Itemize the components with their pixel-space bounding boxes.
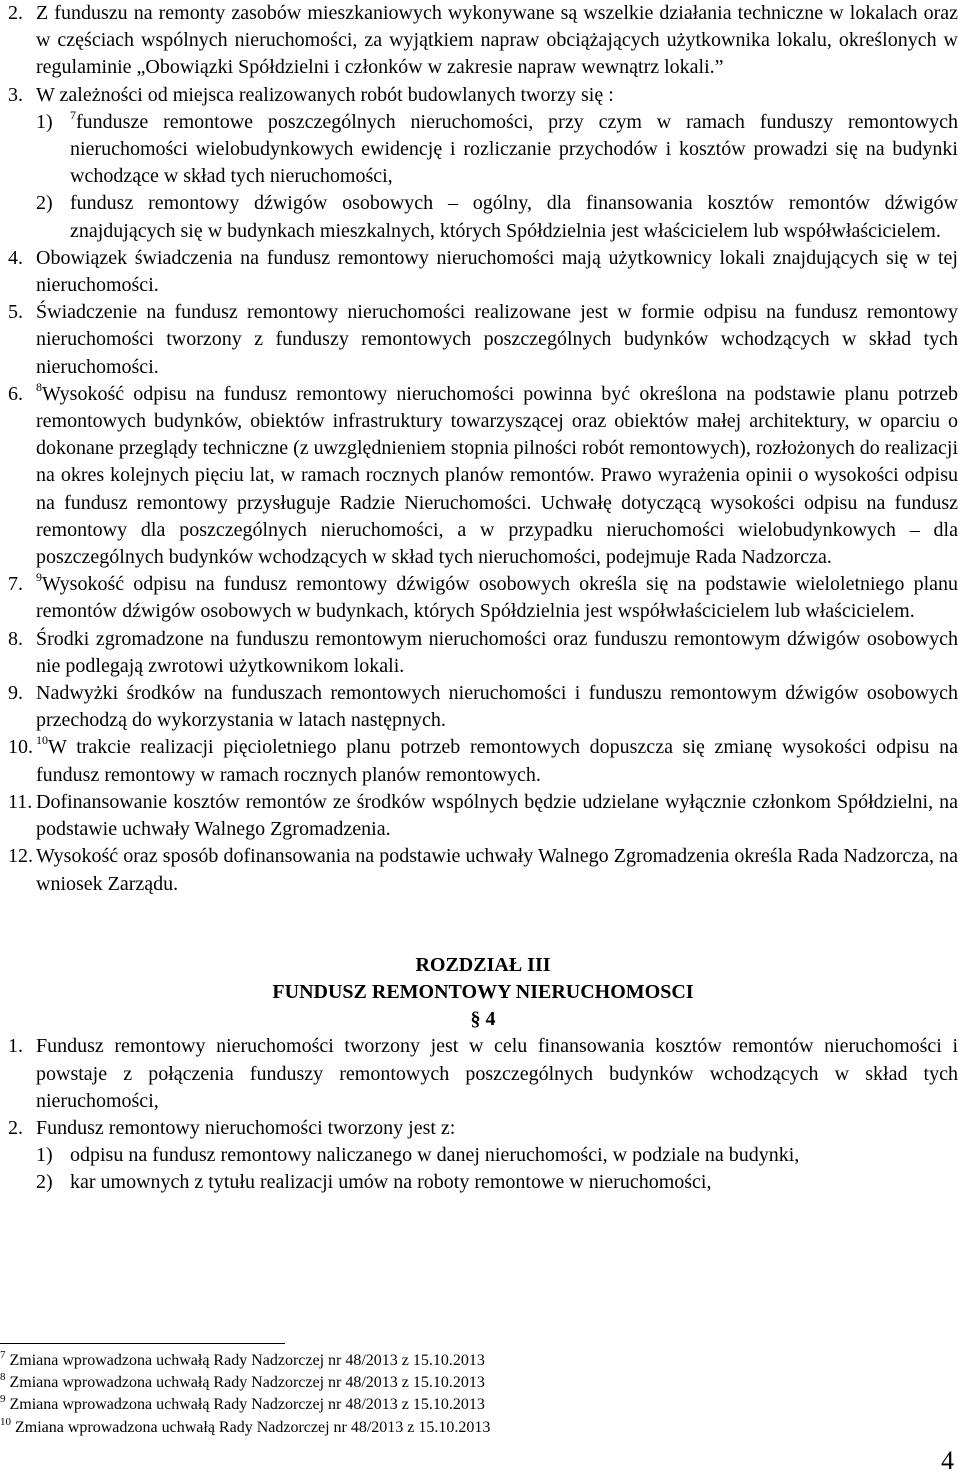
footnote-9 (0, 1394, 490, 1416)
sub-item-number: 1) (36, 110, 53, 133)
item-number: 2. (8, 2, 23, 24)
list-item-9 (8, 680, 958, 734)
sub-item-number: 2) (36, 1171, 53, 1194)
sub-item-number: 1) (36, 1144, 53, 1167)
list-item-10 (8, 734, 958, 788)
footnote-number: 9 (0, 1393, 6, 1406)
footnote-number: 7 (0, 1349, 6, 1361)
item-number: 1. (8, 1035, 23, 1058)
item-text: Środki zgromadzone na funduszu remontowym nieruchomości oraz funduszu remontowym dźwigów osobowych nie podlegają zwrotowi użytkownikom lokali. (36, 627, 958, 677)
sub-item-text: odpisu na fundusz remontowy naliczanego w danej nieruchomości, w podziale na budynki, (70, 1144, 800, 1167)
section-heading: § 4 (470, 1008, 496, 1031)
section4-sub-item-2 (8, 1169, 958, 1196)
item-text: Dofinansowanie kosztów remontów ze środków wspólnych będzie udzielane wyłącznie członkom Spółdzielni, na podstawie uchwały Walnego Zgromadzenia. (36, 790, 958, 841)
item-number: 9. (8, 682, 23, 705)
item-number: 8. (8, 627, 23, 650)
list-item-3 (8, 82, 958, 109)
sub-item-text: fundusz remontowy dźwigów osobowych – ogólny, dla finansowania kosztów remontów dźwigów znajdujących się w budynkach mieszkalnych, których Spółdzielnia jest właścicielem lub współwłaścicielem. (70, 192, 958, 242)
footnote-text: Zmiana wprowadzona uchwałą Rady Nadzorczej nr 48/2013 z 15.10.2013 (15, 1418, 491, 1436)
item-text: W trakcie realizacji pięcioletniego planu potrzeb remontowych dopuszcza się zmianę wysokości odpisu na fundusz remontowy w ramach rocznych planów remontowych. (36, 736, 958, 786)
list-item-6 (8, 381, 958, 571)
footnote-ref: 10 (36, 733, 48, 748)
footnotes (0, 1350, 490, 1439)
chapter-heading: ROZDZIAŁ III (415, 953, 551, 976)
list-item-4 (8, 245, 958, 299)
item-text: Fundusz remontowy nieruchomości tworzony jest z: (36, 1116, 456, 1139)
item-number: 12. (8, 845, 33, 868)
item-text: Wysokość oraz sposób dofinansowania na podstawie uchwały Walnego Zgromadzenia określa Rada Nadzorcza, na wniosek Zarządu. (36, 845, 958, 895)
list-item-12 (8, 843, 958, 897)
item-number: 6. (8, 382, 23, 405)
section4-item-2 (8, 1115, 958, 1142)
page-number: 4 (941, 1446, 954, 1475)
item-text: Wysokość odpisu na fundusz remontowy dźwigów osobowych określa się na podstawie wieloletniego planu remontów dźwigów osobowych w budynkach, których Spółdzielnia jest współwłaścicielem lub właścicielem. (36, 573, 958, 623)
footnote-text: Zmiana wprowadzona uchwałą Rady Nadzorczej nr 48/2013 z 15.10.2013 (9, 1352, 485, 1369)
footnote-8 (0, 1372, 490, 1394)
list-item-11 (8, 789, 958, 843)
item-text: Fundusz remontowy nieruchomości tworzony jest w celu finansowania kosztów remontów nieruchomości i powstaje z połączenia funduszy remontowych poszczególnych budynków wchodzących w skład tych nieruchomości, (36, 1035, 958, 1112)
list-item-7 (8, 571, 958, 625)
spacer (8, 898, 958, 952)
document-body (8, 0, 958, 1197)
footnote-number: 10 (0, 1415, 11, 1428)
item-text: Nadwyżki środków na funduszach remontowych nieruchomości i funduszu remontowym dźwigów osobowych przechodzą do wykorzystania w latach następnych. (36, 682, 958, 732)
section4-item-1 (8, 1033, 958, 1115)
footnote-separator (0, 1343, 285, 1344)
chapter-title: FUNDUSZ REMONTOWY NIERUCHOMOSCI (272, 980, 694, 1003)
item-number: 5. (8, 301, 23, 324)
list-item-2 (8, 0, 958, 82)
footnote-ref: 8 (36, 379, 42, 394)
footnote-number: 8 (0, 1371, 6, 1384)
item-number: 2. (8, 1116, 23, 1139)
item-text: Wysokość odpisu na fundusz remontowy nieruchomości powinna być określona na podstawie planu potrzeb remontowych budynków, obiektów infrastruktury towarzyszącej oraz obiektów małej architektury, w oparciu o dokonane przeglądy techniczne (z uwzględnieniem stopnia pilności robót remontowych), rozłożonych do realizacji na okres kolejnych pięciu lat, w ramach rocznych planów remontów. Prawo wyrażenia opinii o wysokości odpisu na fundusz remontowy przysługuje Radzie Nieruchomości. Uchwałę dotyczącą wysokości odpisu na fundusz remontowy dla poszczególnych nieruchomości, a w przypadku nieruchomości wielobudynkowych – dla poszczególnych budynków wchodzących w skład tych nieruchomości, podejmuje Rada Nadzorcza. (36, 382, 958, 569)
section4-sub-item-1 (8, 1142, 958, 1169)
footnote-text: Zmiana wprowadzona uchwałą Rady Nadzorczej nr 48/2013 z 15.10.2013 (9, 1396, 485, 1414)
item-number: 7. (8, 573, 23, 596)
footnote-10 (0, 1417, 490, 1439)
item-number: 4. (8, 246, 23, 269)
item-number: 3. (8, 83, 23, 106)
footnote-7 (0, 1350, 490, 1372)
footnote-ref: 9 (36, 570, 42, 585)
list-item-8 (8, 626, 958, 680)
sub-item-number: 2) (36, 192, 53, 215)
item-number: 10. (8, 736, 33, 759)
item-text: Obowiązek świadczenia na fundusz remontowy nieruchomości mają użytkownicy lokali znajdujących się w tej nieruchomości. (36, 246, 958, 297)
list-item-5 (8, 299, 958, 381)
sub-item-3-2 (8, 190, 958, 244)
sub-item-text: fundusze remontowe poszczególnych nieruchomości, przy czym w ramach funduszy remontowych nieruchomości wielobudynkowych ewidencję i rozliczanie przychodów i kosztów prowadzi się na budynki wchodzące w skład tych nieruchomości, (70, 110, 958, 188)
footnote-text: Zmiana wprowadzona uchwałą Rady Nadzorczej nr 48/2013 z 15.10.2013 (9, 1374, 485, 1392)
footnote-ref: 7 (70, 107, 76, 122)
item-number: 11. (8, 790, 33, 813)
item-text: W zależności od miejsca realizowanych robót budowlanych tworzy się : (36, 83, 614, 106)
item-text: Świadczenie na fundusz remontowy nieruchomości realizowane jest w formie odpisu na fundusz remontowy nieruchomości tworzony z funduszy remontowych poszczególnych budynków wchodzących w skład tych nieruchomości. (36, 301, 958, 378)
sub-item-3-1 (8, 109, 958, 191)
item-text: Z funduszu na remonty zasobów mieszkaniowych wykonywane są wszelkie działania techniczne w lokalach oraz w częściach wspólnych nieruchomości, za wyjątkiem napraw obciążających użytkownika lokalu, określonych w regulaminie „Obowiązki Spółdzielni i członków w zakresie napraw wewnątrz lokali.” (36, 2, 958, 79)
sub-item-text: kar umownych z tytułu realizacji umów na roboty remontowe w nieruchomości, (70, 1171, 712, 1194)
